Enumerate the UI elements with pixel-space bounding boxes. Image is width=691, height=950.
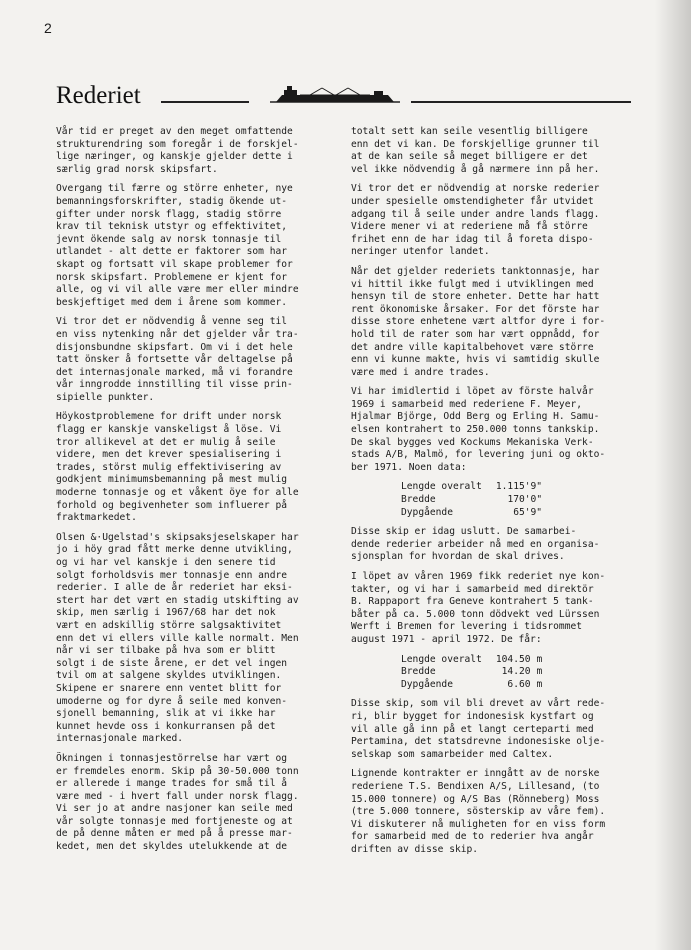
right-column (351, 126, 627, 863)
header-rule-right (411, 101, 631, 103)
section-header (56, 78, 631, 118)
spec-row (401, 666, 542, 679)
header-rule-left (161, 101, 249, 103)
spec-label: Lengde overalt (401, 481, 482, 493)
spec-row (401, 679, 542, 692)
spec-row (401, 481, 542, 494)
tanker-ship-icon (270, 82, 400, 108)
paragraph: totalt sett kan seile vesentlig billigere enn det vi kan. De forskjellige grunner til at de kan seile så meget billigere er det vel ikke nödvendig å gå nærmere inn på her. (351, 126, 600, 175)
paragraph: Når det gjelder rederiets tanktonnasje, har vi hittil ikke fulgt med i utviklingen med hensyn til de store enheter. Dette har hatt rent ökonomiske årsaker. For det förste har disse store enhetene vært altfor dyre i for- hold til de rater som har vært oppnådd, for det andre ville kapitalbehovet være större enn vi kunne makte, hvis vi samtidig skulle være med i andre trades. (351, 265, 606, 378)
left-column (56, 126, 332, 861)
paragraph: Vår tid er preget av den meget omfattende strukturendring som foregår i de forskjel- lige næringer, og kanskje gjelder dette i særlig grad norsk skipsfart. (56, 126, 299, 175)
section-title: Rederiet (56, 82, 141, 109)
paragraph: Disse skip, som vil bli drevet av vårt rede- ri, blir bygget for indonesisk kystfart og vil alle gå inn på et langt certeparti med Pertamina, det statsdrevne indonesiske olje- selskap som samarbeider med Caltex. (351, 698, 606, 760)
spec-row (401, 494, 542, 507)
paragraph: Lignende kontrakter er inngått av de norske rederiene T.S. Bendixen A/S, Lillesand, (to 15.000 tonnere) og A/S Bas (Rönneberg) Moss (tre 5.000 tonnere, sösterskip av våre fem). Vi diskuterer nå muligheten for en viss form for samarbeid med de to rederier hva angår driften av disse skip. (351, 768, 606, 855)
page-number: 2 (44, 20, 52, 36)
paragraph: Vi tror det er nödvendig at norske rederier under spesielle omstendigheter får utvidet adgang til å seile under andre lands flagg. Videre mener vi at rederiene må få större frihet enn de har idag til å foreta dispo- neringer utenfor landet. (351, 183, 600, 258)
spec-value: 170'0" (507, 494, 543, 506)
paragraph: Vi har imidlertid i löpet av förste halvår 1969 i samarbeid med rederiene F. Meyer, Hjalmar Björge, Odd Berg og Erling H. Samu- elsen kontrahert to 250.000 tonns tankskip. De skal bygges ved Kockums Mekaniska Verk- stads A/B, Malmö, for levering juni og okto- ber 1971. Noen data: (351, 386, 606, 473)
spec-value: 14.20 (501, 666, 531, 678)
page-edge-shadow (655, 0, 691, 950)
paragraph: Disse skip er idag uslutt. De samarbei- dende rederier arbeider nå med en organisa- sjonsplan for hvordan de skal drives. (351, 526, 600, 563)
spec-unit: m (536, 678, 543, 690)
paragraph: Höykostproblemene for drift under norsk flagg er kanskje vanskeligst å löse. Vi tror allikevel at det er mulig å seile videre, men det krever spesialisering i trades, störst mulig effektivisering av godkjent minimumsbemanning på mest mulig moderne tonnasje og et våkent öye for alle forhold og begivenheter som influerer på fraktmarkedet. (56, 411, 299, 524)
spec-value: 104.50 (495, 653, 531, 665)
spec-value: 65'9" (513, 506, 543, 518)
spec-label: Bredde (401, 494, 436, 506)
paragraph: Vi tror det er nödvendig å venne seg til en viss nytenking når det gjelder vår tra- disjonsbundne skipsfart. Om vi i det hele tatt önsker å fortsette vår deltagelse på det internasjonale marked, må vi forandre vår inngrodde innstilling til visse prin- sipielle punkter. (56, 316, 299, 403)
spec-row (401, 507, 542, 520)
spec-row (401, 654, 542, 667)
paragraph: Ökningen i tonnasjestörrelse har vært og er fremdeles enorm. Skip på 30-50.000 tonn er allerede i mange trades for små til å være med - i hvert fall under norsk flagg. Vi ser jo at andre nasjoner kan seile med vår solgte tonnasje med fortjeneste og at de på denne måten er med på å presse mar- kedet, men det skyldes utelukkende at de (56, 752, 299, 853)
spec-label: Dypgående (401, 506, 453, 518)
tanker-specs-table (401, 481, 542, 519)
spec-label: Lengde overalt (401, 653, 482, 665)
spec-value: 6.60 (507, 678, 531, 690)
spec-unit: m (536, 666, 543, 678)
spec-label: Dypgående (401, 678, 453, 690)
spec-value: 1.115'9" (495, 481, 543, 493)
paragraph: I löpet av våren 1969 fikk rederiet nye kon- takter, og vi har i samarbeid med direktör B. Rappaport fra Geneve kontrahert 5 tank- båter på ca. 5.000 tonn dödvekt ved Lürssen Werft i Bremen for levering i tidsrommet august 1971 - april 1972. De får: (351, 571, 606, 645)
spec-label: Bredde (401, 666, 436, 678)
paragraph: Overgang til færre og större enheter, nye bemanningsforskrifter, stadig ökende ut- gifter under norsk flagg, stadig större krav til teknisk utstyr og effektivitet, jevnt ökende salg av norsk tonnasje til utlandet - alt dette er faktorer som har skapt og fortsatt vil skape problemer for norsk skipsfart. Problemene er kjent for alle, og vi vil alle være mer eller mindre beskjeftiget med dem i årene som kommer. (56, 183, 299, 308)
tankboat-specs-table (401, 654, 542, 692)
paragraph: Olsen &·Ugelstad's skipsaksjeselskaper har jo i höy grad fått merke denne utvikling, og vi har vel kanskje i den senere tid solgt forholdsvis mer tonnasje enn andre rederier. I alle de år rederiet har eksi- stert har det vært en stadig utskifting av skip, men særlig i 1967/68 har det nok vært en adskillig större salgsaktivitet enn det vi ellers ville kalle normalt. Men når vi ser tilbake på hva som er blitt solgt i de siste årene, er det vel ingen tvil om at salgene skyldes utviklingen. Skipene er snarere enn ventet blitt for umoderne og for dyre å seile med konven- sjonell bemanning, slik at vi ikke har kunnet hevde oss i konkurransen på det internasjonale marked. (56, 531, 299, 745)
spec-unit: m (536, 653, 543, 665)
